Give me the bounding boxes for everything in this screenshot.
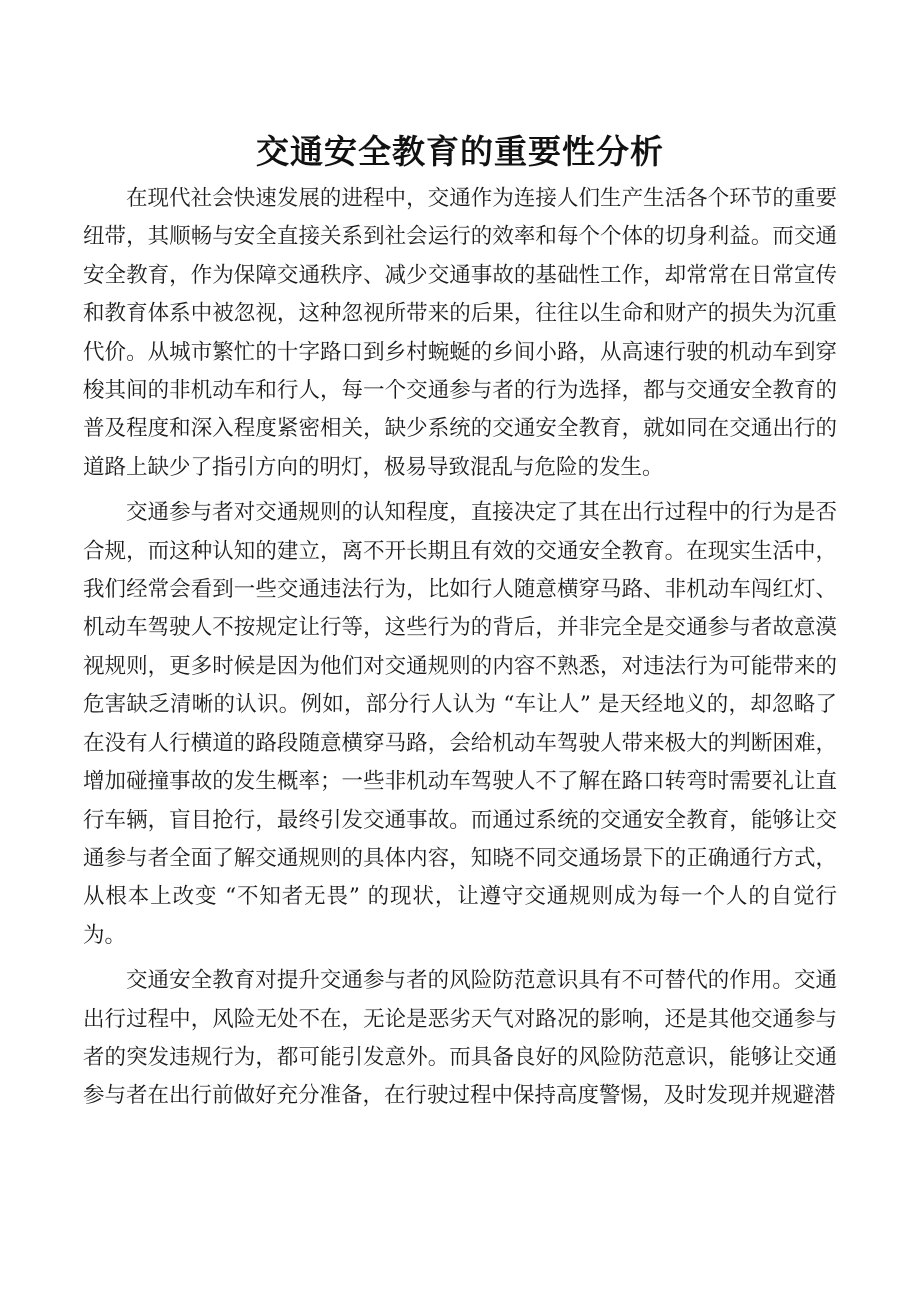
document-body	[83, 180, 837, 1116]
paragraph-2: 交通参与者对交通规则的认知程度，直接决定了其在出行过程中的行为是否合规，而这种认知的建立，离不开长期且有效的交通安全教育。在现实生活中，我们经常会看到一些交通违法行为，比如行人随意横穿马路、非机动车闯红灯、机动车驾驶人不按规定让行等，这些行为的背后，并非完全是交通参与者故意漠视规则，更多时候是因为他们对交通规则的内容不熟悉，对违法行为可能带来的危害缺乏清晰的认识。例如，部分行人认为 “车让人” 是天经地义的，却忽略了在没有人行横道的路段随意横穿马路，会给机动车驾驶人带来极大的判断困难，增加碰撞事故的发生概率；一些非机动车驾驶人不了解在路口转弯时需要礼让直行车辆，盲目抢行，最终引发交通事故。而通过系统的交通安全教育，能够让交通参与者全面了解交通规则的具体内容，知晓不同交通场景下的正确通行方式，从根本上改变 “不知者无畏” 的现状，让遵守交通规则成为每一个人的自觉行为。	[83, 500, 837, 948]
document-title: 交通安全教育的重要性分析	[256, 132, 664, 171]
paragraph-3: 交通安全教育对提升交通参与者的风险防范意识具有不可替代的作用。交通出行过程中，风险无处不在，无论是恶劣天气对路况的影响，还是其他交通参与者的突发违规行为，都可能引发意外。而具备良好的风险防范意识，能够让交通参与者在出行前做好充分准备，在行驶过程中保持高度警惕，及时发现并规避潜	[83, 968, 837, 1109]
paragraph-1: 在现代社会快速发展的进程中，交通作为连接人们生产生活各个环节的重要纽带，其顺畅与安全直接关系到社会运行的效率和每个个体的切身利益。而交通安全教育，作为保障交通秩序、减少交通事故的基础性工作，却常常在日常宣传和教育体系中被忽视，这种忽视所带来的后果，往往以生命和财产的损失为沉重代价。从城市繁忙的十字路口到乡村蜿蜒的乡间小路，从高速行驶的机动车到穿梭其间的非机动车和行人，每一个交通参与者的行为选择，都与交通安全教育的普及程度和深入程度紧密相关，缺少系统的交通安全教育，就如同在交通出行的道路上缺少了指引方向的明灯，极易导致混乱与危险的发生。	[83, 186, 837, 480]
